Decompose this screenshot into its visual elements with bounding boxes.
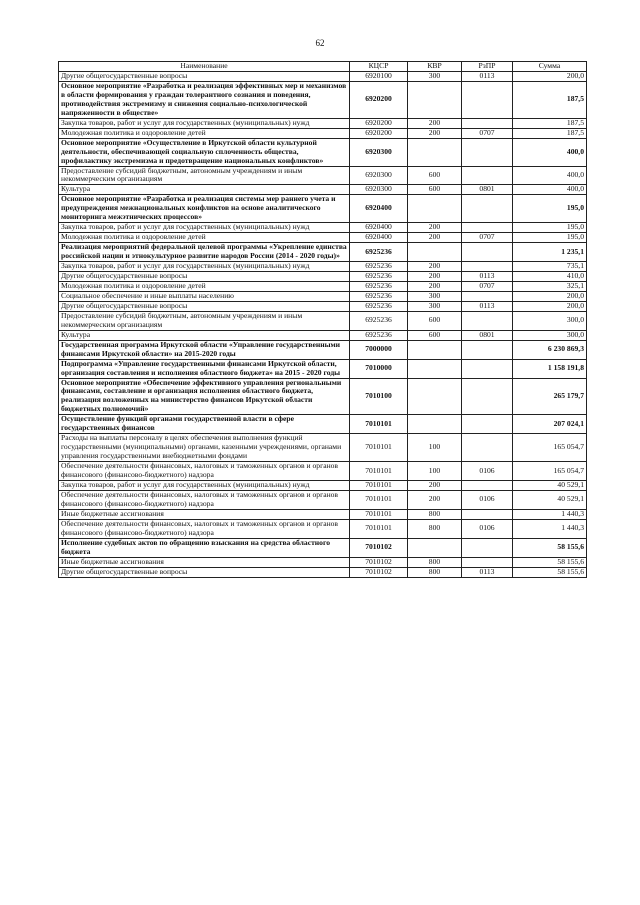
budget-table xyxy=(58,61,587,578)
row-kvr-cell: 300 xyxy=(408,291,462,301)
row-name-cell: Другие общегосударственные вопросы xyxy=(59,301,350,311)
row-sum-cell: 1 440,3 xyxy=(513,519,587,538)
row-rzpr-cell: 0707 xyxy=(462,233,513,243)
table-row xyxy=(59,195,587,223)
row-kvr-cell xyxy=(408,195,462,223)
row-sum-cell: 1 235,1 xyxy=(513,243,587,262)
row-sum-cell: 400,0 xyxy=(513,166,587,185)
row-sum-cell: 195,0 xyxy=(513,223,587,233)
table-row xyxy=(59,480,587,490)
row-sum-cell: 735,1 xyxy=(513,262,587,272)
row-rzpr-cell: 0106 xyxy=(462,519,513,538)
row-rzpr-cell: 0106 xyxy=(462,490,513,509)
row-sum-cell: 200,0 xyxy=(513,72,587,82)
row-rzpr-cell xyxy=(462,311,513,330)
column-header-name: Наименование xyxy=(59,62,350,72)
row-kcsr-cell: 6925236 xyxy=(350,281,408,291)
row-name-cell: Иные бюджетные ассигнования xyxy=(59,557,350,567)
row-sum-cell: 195,0 xyxy=(513,195,587,223)
row-kcsr-cell: 7010101 xyxy=(350,490,408,509)
row-name-cell: Предоставление субсидий бюджетным, автономным учреждениям и иным некоммерческим организациям xyxy=(59,311,350,330)
row-rzpr-cell xyxy=(462,223,513,233)
row-kvr-cell: 600 xyxy=(408,311,462,330)
row-sum-cell: 40 529,1 xyxy=(513,490,587,509)
row-kvr-cell: 800 xyxy=(408,567,462,577)
row-sum-cell: 187,5 xyxy=(513,118,587,128)
row-sum-cell: 400,0 xyxy=(513,185,587,195)
row-kcsr-cell: 7010101 xyxy=(350,434,408,462)
row-name-cell: Основное мероприятие «Осуществление в Иркутской области культурной деятельности, обеспечивающей социальную сплоченность общества, профилактику экстремизма и предотвращение национальных конфликтов» xyxy=(59,138,350,166)
column-header-kcsr: КЦСР xyxy=(350,62,408,72)
row-kcsr-cell: 6920400 xyxy=(350,233,408,243)
row-kvr-cell: 200 xyxy=(408,272,462,282)
row-name-cell: Обеспечение деятельности финансовых, налоговых и таможенных органов и органов финансового (финансово-бюджетного) надзора xyxy=(59,519,350,538)
row-kvr-cell xyxy=(408,243,462,262)
row-sum-cell: 58 155,6 xyxy=(513,557,587,567)
row-sum-cell: 58 155,6 xyxy=(513,567,587,577)
row-kvr-cell: 800 xyxy=(408,509,462,519)
row-sum-cell: 1 440,3 xyxy=(513,509,587,519)
row-rzpr-cell xyxy=(462,538,513,557)
row-rzpr-cell xyxy=(462,291,513,301)
row-kvr-cell xyxy=(408,340,462,359)
row-rzpr-cell xyxy=(462,195,513,223)
row-kvr-cell xyxy=(408,138,462,166)
table-row xyxy=(59,359,587,378)
table-row xyxy=(59,272,587,282)
row-kcsr-cell: 7010102 xyxy=(350,557,408,567)
table-row xyxy=(59,128,587,138)
table-row xyxy=(59,509,587,519)
row-rzpr-cell: 0113 xyxy=(462,272,513,282)
table-row xyxy=(59,81,587,118)
row-sum-cell: 40 529,1 xyxy=(513,480,587,490)
row-kcsr-cell: 6920100 xyxy=(350,72,408,82)
table-row xyxy=(59,434,587,462)
row-kvr-cell: 600 xyxy=(408,185,462,195)
row-kcsr-cell: 6925236 xyxy=(350,243,408,262)
table-row xyxy=(59,567,587,577)
row-name-cell: Реализация мероприятий федеральной целевой программы «Укрепление единства российской нации и этнокультурное развитие народов России (2014 - 2020 годы)» xyxy=(59,243,350,262)
row-kvr-cell: 200 xyxy=(408,480,462,490)
row-kvr-cell: 200 xyxy=(408,118,462,128)
row-name-cell: Осуществление функций органами государственной власти в сфере государственных финансов xyxy=(59,415,350,434)
column-header-rzpr: РзПР xyxy=(462,62,513,72)
row-kvr-cell: 100 xyxy=(408,434,462,462)
table-row xyxy=(59,185,587,195)
row-kcsr-cell: 7000000 xyxy=(350,340,408,359)
row-rzpr-cell: 0801 xyxy=(462,330,513,340)
row-name-cell: Предоставление субсидий бюджетным, автономным учреждениям и иным некоммерческим организациям xyxy=(59,166,350,185)
row-sum-cell: 200,0 xyxy=(513,291,587,301)
table-row xyxy=(59,72,587,82)
row-kcsr-cell: 6925236 xyxy=(350,330,408,340)
row-name-cell: Культура xyxy=(59,330,350,340)
row-sum-cell: 300,0 xyxy=(513,330,587,340)
row-name-cell: Закупка товаров, работ и услуг для государственных (муниципальных) нужд xyxy=(59,223,350,233)
row-rzpr-cell xyxy=(462,509,513,519)
table-row xyxy=(59,330,587,340)
row-kvr-cell: 200 xyxy=(408,262,462,272)
row-kcsr-cell: 7010101 xyxy=(350,462,408,481)
row-kcsr-cell: 6925236 xyxy=(350,262,408,272)
row-sum-cell: 6 230 869,3 xyxy=(513,340,587,359)
table-row xyxy=(59,138,587,166)
row-kcsr-cell: 6920400 xyxy=(350,195,408,223)
row-name-cell: Молодежная политика и оздоровление детей xyxy=(59,128,350,138)
row-kvr-cell: 200 xyxy=(408,233,462,243)
row-sum-cell: 195,0 xyxy=(513,233,587,243)
row-sum-cell: 325,1 xyxy=(513,281,587,291)
row-kvr-cell: 200 xyxy=(408,281,462,291)
row-rzpr-cell: 0801 xyxy=(462,185,513,195)
table-header-row xyxy=(59,62,587,72)
row-kvr-cell xyxy=(408,378,462,415)
column-header-kvr: КВР xyxy=(408,62,462,72)
row-sum-cell: 187,5 xyxy=(513,128,587,138)
table-row xyxy=(59,166,587,185)
row-kcsr-cell: 6925236 xyxy=(350,291,408,301)
row-kcsr-cell: 6920200 xyxy=(350,128,408,138)
row-rzpr-cell xyxy=(462,434,513,462)
row-rzpr-cell xyxy=(462,138,513,166)
table-row xyxy=(59,490,587,509)
row-kcsr-cell: 6920300 xyxy=(350,138,408,166)
row-sum-cell: 410,0 xyxy=(513,272,587,282)
row-rzpr-cell xyxy=(462,340,513,359)
row-rzpr-cell xyxy=(462,118,513,128)
table-row xyxy=(59,291,587,301)
row-kvr-cell: 600 xyxy=(408,166,462,185)
row-rzpr-cell xyxy=(462,243,513,262)
row-name-cell: Основное мероприятие «Разработка и реализация эффективных мер и механизмов в области формирования у граждан толерантного сознания и поведения, противодействия экстремизму и снижения социально-психологической напряженности в обществе» xyxy=(59,81,350,118)
row-rzpr-cell: 0707 xyxy=(462,128,513,138)
row-kcsr-cell: 7010101 xyxy=(350,480,408,490)
row-sum-cell: 200,0 xyxy=(513,301,587,311)
row-rzpr-cell xyxy=(462,480,513,490)
table-body xyxy=(59,72,587,578)
table-row xyxy=(59,557,587,567)
row-kcsr-cell: 6920200 xyxy=(350,81,408,118)
row-name-cell: Закупка товаров, работ и услуг для государственных (муниципальных) нужд xyxy=(59,118,350,128)
row-rzpr-cell: 0113 xyxy=(462,72,513,82)
row-rzpr-cell xyxy=(462,557,513,567)
table-row xyxy=(59,281,587,291)
row-kcsr-cell: 7010100 xyxy=(350,378,408,415)
table-row xyxy=(59,462,587,481)
row-kvr-cell: 200 xyxy=(408,223,462,233)
row-kcsr-cell: 7010102 xyxy=(350,538,408,557)
row-name-cell: Молодежная политика и оздоровление детей xyxy=(59,233,350,243)
table-row xyxy=(59,243,587,262)
row-kcsr-cell: 7010000 xyxy=(350,359,408,378)
row-sum-cell: 165 054,7 xyxy=(513,462,587,481)
row-name-cell: Обеспечение деятельности финансовых, налоговых и таможенных органов и органов финансового (финансово-бюджетного) надзора xyxy=(59,490,350,509)
row-kcsr-cell: 6925236 xyxy=(350,272,408,282)
row-name-cell: Культура xyxy=(59,185,350,195)
row-kvr-cell xyxy=(408,81,462,118)
row-rzpr-cell xyxy=(462,262,513,272)
row-name-cell: Закупка товаров, работ и услуг для государственных (муниципальных) нужд xyxy=(59,262,350,272)
row-name-cell: Обеспечение деятельности финансовых, налоговых и таможенных органов и органов финансового (финансово-бюджетного) надзора xyxy=(59,462,350,481)
row-rzpr-cell xyxy=(462,415,513,434)
row-kcsr-cell: 6925236 xyxy=(350,311,408,330)
row-sum-cell: 58 155,6 xyxy=(513,538,587,557)
row-kcsr-cell: 7010101 xyxy=(350,415,408,434)
row-kvr-cell: 100 xyxy=(408,462,462,481)
row-sum-cell: 265 179,7 xyxy=(513,378,587,415)
row-name-cell: Другие общегосударственные вопросы xyxy=(59,567,350,577)
table-row xyxy=(59,262,587,272)
row-kcsr-cell: 6920400 xyxy=(350,223,408,233)
row-kvr-cell: 800 xyxy=(408,519,462,538)
row-kvr-cell: 200 xyxy=(408,490,462,509)
row-name-cell: Государственная программа Иркутской области «Управление государственными финансами Иркутской области» на 2015-2020 годы xyxy=(59,340,350,359)
row-kvr-cell xyxy=(408,415,462,434)
row-rzpr-cell xyxy=(462,81,513,118)
row-sum-cell: 400,0 xyxy=(513,138,587,166)
row-name-cell: Другие общегосударственные вопросы xyxy=(59,72,350,82)
row-rzpr-cell: 0113 xyxy=(462,567,513,577)
row-sum-cell: 207 024,1 xyxy=(513,415,587,434)
row-rzpr-cell: 0113 xyxy=(462,301,513,311)
row-name-cell: Иные бюджетные ассигнования xyxy=(59,509,350,519)
row-kcsr-cell: 6925236 xyxy=(350,301,408,311)
row-kvr-cell xyxy=(408,359,462,378)
row-kcsr-cell: 6920300 xyxy=(350,185,408,195)
row-sum-cell: 187,5 xyxy=(513,81,587,118)
row-rzpr-cell: 0707 xyxy=(462,281,513,291)
row-kcsr-cell: 7010101 xyxy=(350,519,408,538)
row-name-cell: Основное мероприятие «Разработка и реализация системы мер раннего учета и предупреждения межнациональных конфликтов на основе аналитического мониторинга межэтнических процессов» xyxy=(59,195,350,223)
row-kvr-cell: 600 xyxy=(408,330,462,340)
column-header-sum: Сумма xyxy=(513,62,587,72)
row-kcsr-cell: 6920200 xyxy=(350,118,408,128)
row-rzpr-cell xyxy=(462,166,513,185)
row-rzpr-cell: 0106 xyxy=(462,462,513,481)
row-name-cell: Социальное обеспечение и иные выплаты населению xyxy=(59,291,350,301)
row-name-cell: Закупка товаров, работ и услуг для государственных (муниципальных) нужд xyxy=(59,480,350,490)
row-name-cell: Основное мероприятие «Обеспечение эффективного управления региональными финансами, составление и организация исполнения областного бюджета, реализация возложенных на министерство финансов Иркутской области бюджетных полномочий» xyxy=(59,378,350,415)
table-row xyxy=(59,519,587,538)
row-kvr-cell: 800 xyxy=(408,557,462,567)
row-name-cell: Расходы на выплаты персоналу в целях обеспечения выполнения функций государственными (муниципальными) органами, казенными учреждениями, органами управления государственными внебюджетными фондами xyxy=(59,434,350,462)
row-kcsr-cell: 6920300 xyxy=(350,166,408,185)
row-rzpr-cell xyxy=(462,378,513,415)
row-name-cell: Подпрограмма «Управление государственными финансами Иркутской области, организация составления и исполнения областного бюджета» на 2015 - 2020 годы xyxy=(59,359,350,378)
row-sum-cell: 165 054,7 xyxy=(513,434,587,462)
table-row xyxy=(59,233,587,243)
page-number: 62 xyxy=(315,38,325,48)
row-name-cell: Молодежная политика и оздоровление детей xyxy=(59,281,350,291)
row-kvr-cell xyxy=(408,538,462,557)
table-row xyxy=(59,223,587,233)
row-kcsr-cell: 7010102 xyxy=(350,567,408,577)
table-row xyxy=(59,311,587,330)
row-sum-cell: 300,0 xyxy=(513,311,587,330)
row-kvr-cell: 300 xyxy=(408,72,462,82)
row-rzpr-cell xyxy=(462,359,513,378)
row-name-cell: Исполнение судебных актов по обращению взыскания на средства областного бюджета xyxy=(59,538,350,557)
table-row xyxy=(59,378,587,415)
row-kvr-cell: 200 xyxy=(408,128,462,138)
table-row xyxy=(59,118,587,128)
row-kcsr-cell: 7010101 xyxy=(350,509,408,519)
table-row xyxy=(59,340,587,359)
row-sum-cell: 1 158 191,8 xyxy=(513,359,587,378)
row-kvr-cell: 300 xyxy=(408,301,462,311)
table-row xyxy=(59,538,587,557)
row-name-cell: Другие общегосударственные вопросы xyxy=(59,272,350,282)
table-row xyxy=(59,301,587,311)
table-row xyxy=(59,415,587,434)
